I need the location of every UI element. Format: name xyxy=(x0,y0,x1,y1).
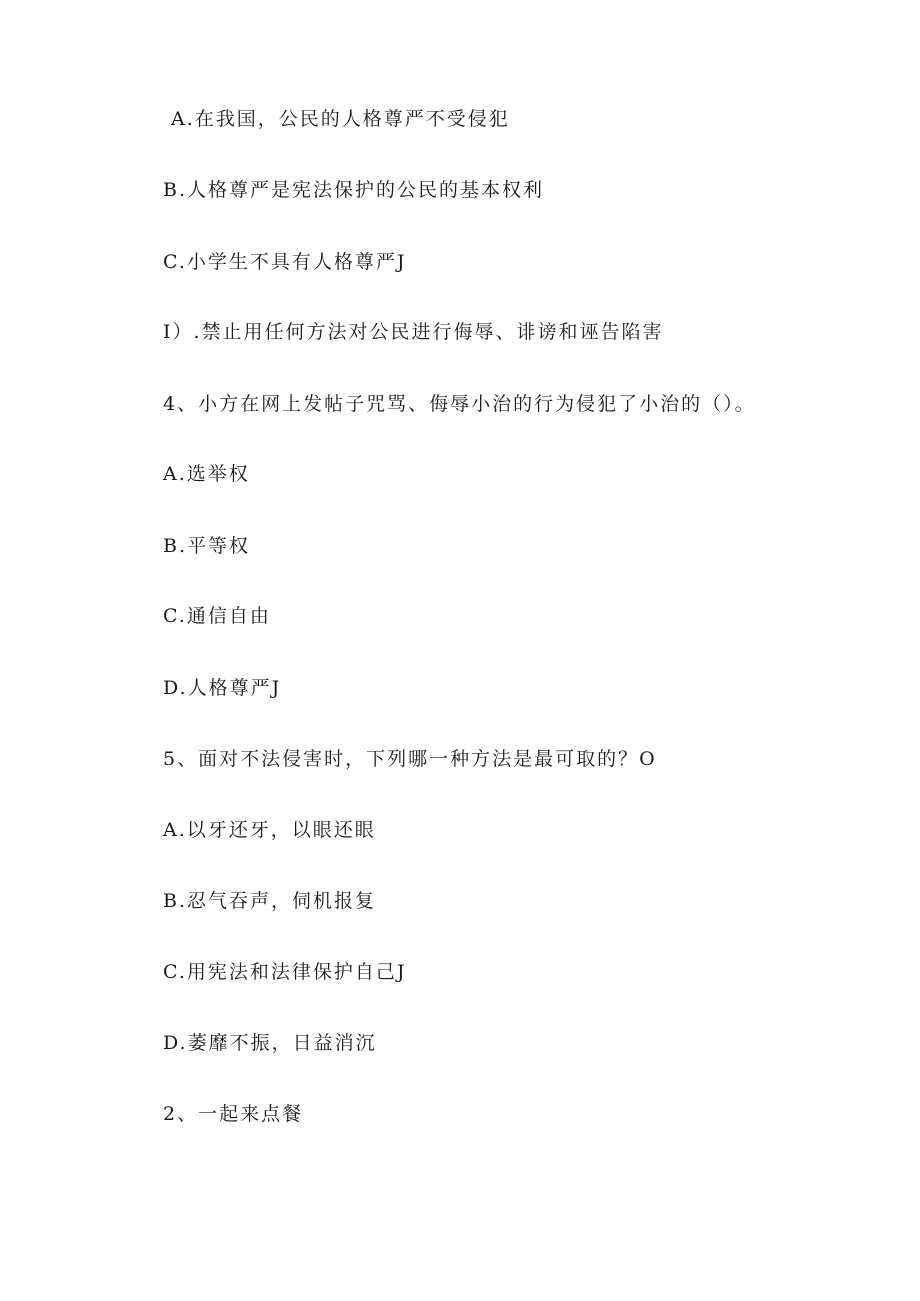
option-a-line: A.在我国，公民的人格尊严不受侵犯 xyxy=(171,108,510,130)
question-5-line: 5、面对不法侵害时，下列哪一种方法是最可取的？O xyxy=(163,748,657,770)
option-a-line: A.选举权 xyxy=(163,463,250,485)
option-b-line: B.人格尊严是宪法保护的公民的基本权利 xyxy=(163,179,545,201)
option-b-line: B.忍气吞声，伺机报复 xyxy=(163,890,377,912)
option-c-line: C.小学生不具有人格尊严J xyxy=(163,251,407,273)
option-c-line: C.通信自由 xyxy=(163,605,271,627)
option-b-line: B.平等权 xyxy=(163,535,251,557)
option-d-line: D.人格尊严J xyxy=(163,677,282,699)
option-c-line: C.用宪法和法律保护自己J xyxy=(163,961,407,983)
option-d-line: I）.禁止用任何方法对公民进行侮辱、诽谤和诬告陷害 xyxy=(163,321,664,343)
option-a-line: A.以牙还牙，以眼还眼 xyxy=(163,819,376,841)
option-d-line: D.萎靡不振，日益消沉 xyxy=(163,1032,377,1054)
question-4-line: 4、小方在网上发帖子咒骂、侮辱小治的行为侵犯了小治的（）。 xyxy=(163,393,756,415)
section-heading: 2、一起来点餐 xyxy=(163,1103,304,1125)
